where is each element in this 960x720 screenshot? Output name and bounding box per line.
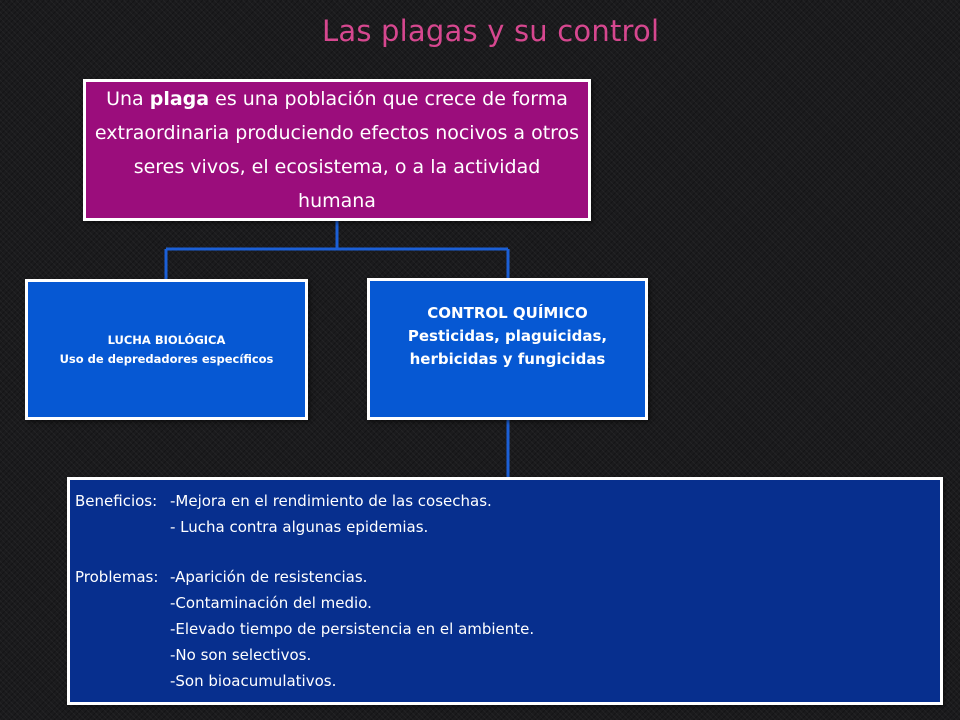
problem-item: -Elevado tiempo de persistencia en el ambiente. [170,620,535,638]
benefits-problems-box [67,477,943,705]
definition-text [92,82,582,218]
problem-item: -Contaminación del medio. [170,594,372,612]
lucha-biologica-box [25,279,308,420]
problem-item: -No son selectivos. [170,646,312,664]
benefits-label: Beneficios: [75,492,158,510]
benefit-item: -Mejora en el rendimiento de las cosechas. [170,492,492,510]
benefit-row [75,488,940,514]
problem-row [75,590,940,616]
lucha-subtitle: Uso de depredadores específicos [59,351,274,366]
problem-row [75,564,940,590]
benefit-row [75,514,940,540]
quimico-line-2: herbicidas y fungicidas [409,350,606,368]
problem-row [75,642,940,668]
definition-keyword: plaga [149,88,210,110]
benefit-item: - Lucha contra algunas epidemias. [170,518,429,536]
problem-row [75,668,940,694]
definition-suffix: es una población que crece de forma extraordinaria produciendo efectos nocivos a otros seres vivos, el ecosistema, o a la actividad humana [94,88,580,212]
problems-label: Problemas: [75,568,159,586]
definition-prefix: Una [106,88,150,110]
control-quimico-box [367,278,648,420]
definition-box [83,79,591,221]
lucha-title: LUCHA BIOLÓGICA [107,332,226,347]
problem-item: -Aparición de resistencias. [170,568,368,586]
quimico-title: CONTROL QUÍMICO [427,304,588,322]
problem-item: -Son bioacumulativos. [170,672,337,690]
problem-row [75,616,940,642]
quimico-line-1: Pesticidas, plaguicidas, [407,327,608,345]
page-title: Las plagas y su control [322,14,660,48]
